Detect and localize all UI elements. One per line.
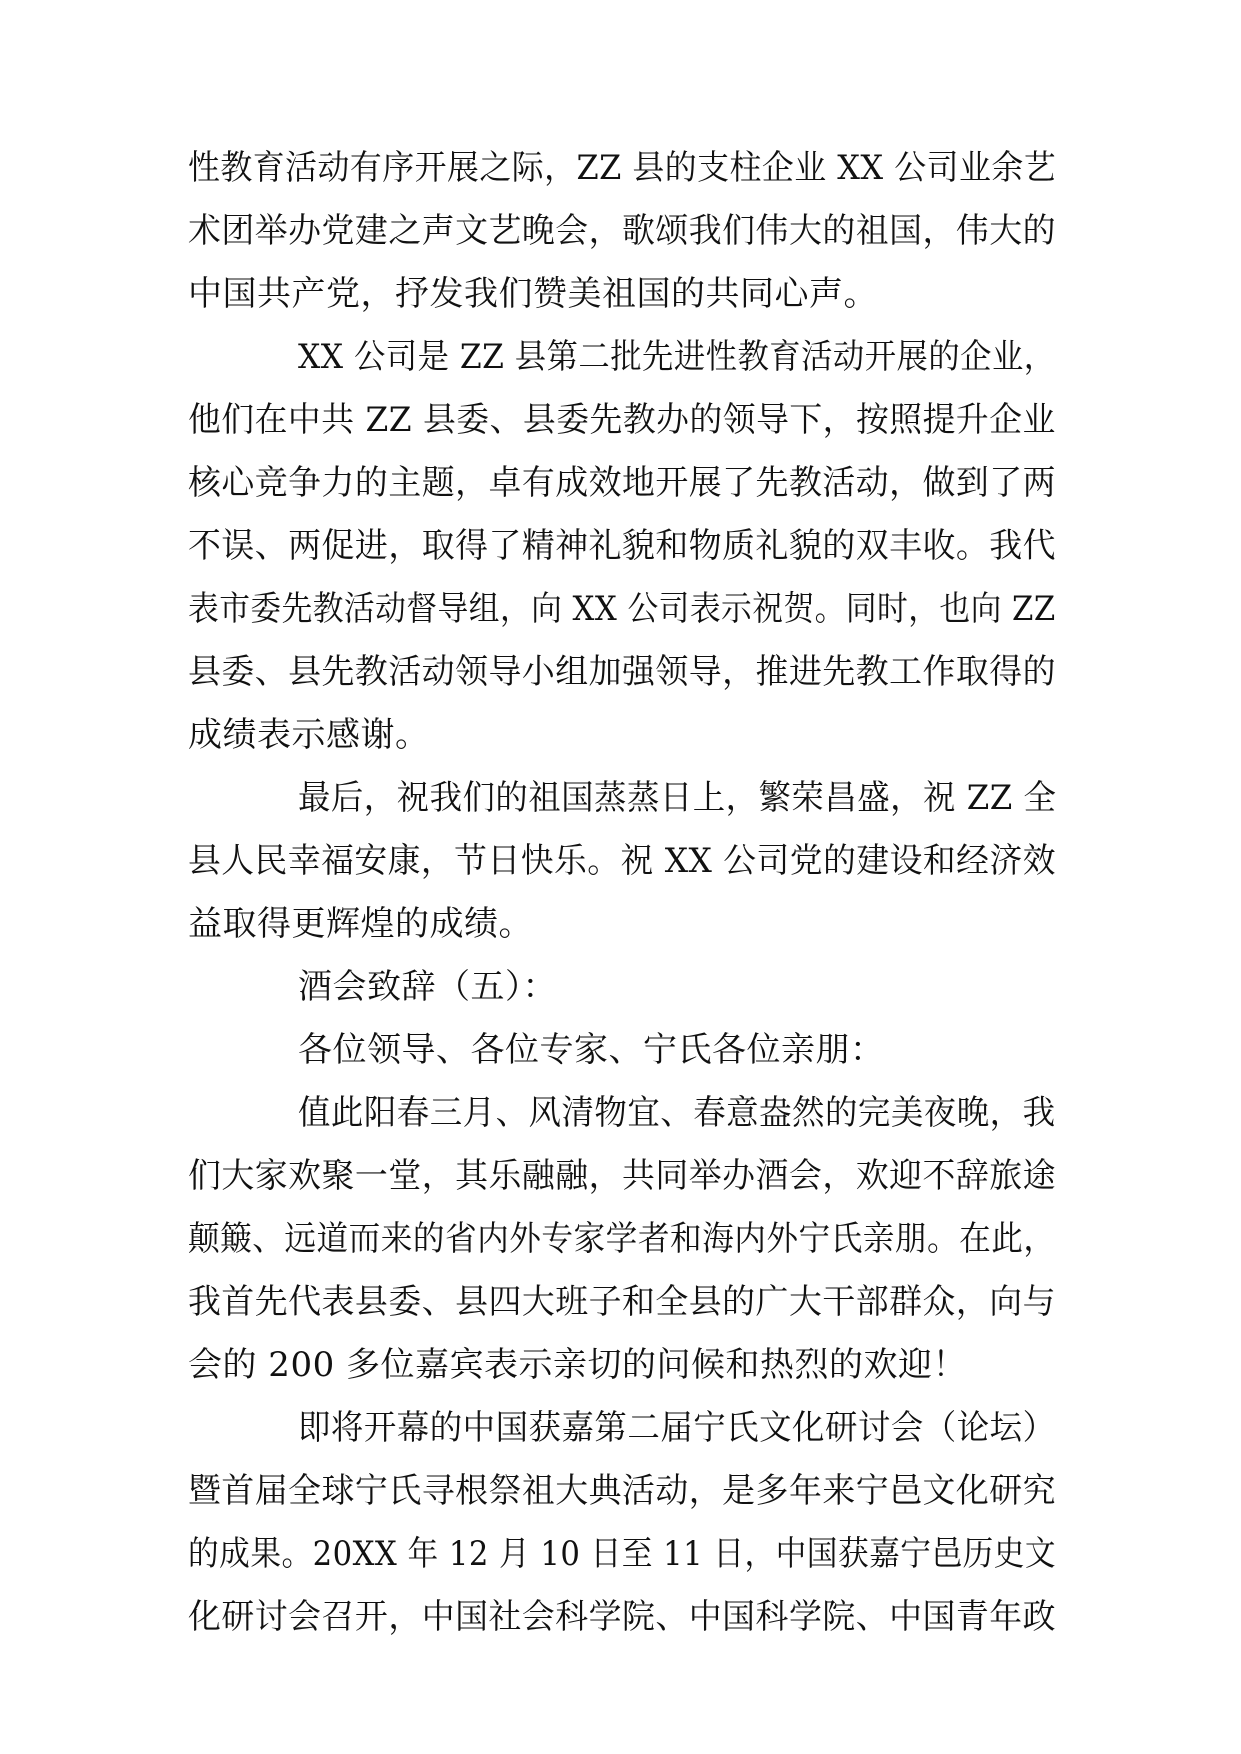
text-line: 的成果。20XX 年 12 月 10 日至 11 日，中国获嘉宁邑历史文	[188, 1534, 1057, 1574]
text-line: 我首先代表县委、县四大班子和全县的广大干部群众，向与	[188, 1282, 1057, 1322]
text-line: 县委、县先教活动领导小组加强领导，推进先教工作取得的	[188, 652, 1057, 692]
text-line: 核心竞争力的主题，卓有成效地开展了先教活动，做到了两	[188, 463, 1057, 503]
section-heading: 酒会致辞（五）：	[298, 967, 557, 1007]
text-line: 们大家欢聚一堂，其乐融融，共同举办酒会，欢迎不辞旅途	[188, 1156, 1057, 1196]
text-line: 即将开幕的中国获嘉第二届宁氏文化研讨会（论坛）	[298, 1408, 1056, 1448]
text-line: 术团举办党建之声文艺晚会，歌颂我们伟大的祖国，伟大的	[188, 211, 1057, 251]
text-line: 他们在中共 ZZ 县委、县委先教办的领导下，按照提升企业	[188, 400, 1056, 440]
text-line: XX 公司是 ZZ 县第二批先进性教育活动开展的企业，	[298, 337, 1056, 377]
text-line: 成绩表示感谢。	[188, 715, 430, 755]
text-line: 化研讨会召开，中国社会科学院、中国科学院、中国青年政	[188, 1597, 1057, 1637]
text-line: 县人民幸福安康，节日快乐。祝 XX 公司党的建设和经济效	[188, 841, 1056, 881]
text-line: 不误、两促进，取得了精神礼貌和物质礼貌的双丰收。我代	[188, 526, 1057, 566]
text-line: 值此阳春三月、风清物宜、春意盎然的完美夜晚，我	[298, 1093, 1056, 1133]
text-line: 性教育活动有序开展之际，ZZ 县的支柱企业 XX 公司业余艺	[188, 148, 1057, 188]
text-line: 会的 200 多位嘉宾表示亲切的问候和热烈的欢迎！	[188, 1345, 968, 1385]
text-line: 暨首届全球宁氏寻根祭祖大典活动，是多年来宁邑文化研究	[188, 1471, 1057, 1511]
text-line: 最后，祝我们的祖国蒸蒸日上，繁荣昌盛，祝 ZZ 全	[298, 778, 1057, 818]
text-line: 表市委先教活动督导组，向 XX 公司表示祝贺。同时，也向 ZZ	[188, 589, 1056, 629]
text-line: 颠簸、远道而来的省内外专家学者和海内外宁氏亲朋。在此，	[188, 1219, 1056, 1259]
text-line: 中国共产党，抒发我们赞美祖国的共同心声。	[188, 274, 878, 314]
text-line: 益取得更辉煌的成绩。	[188, 904, 533, 944]
salutation: 各位领导、各位专家、宁氏各位亲朋：	[298, 1030, 885, 1070]
